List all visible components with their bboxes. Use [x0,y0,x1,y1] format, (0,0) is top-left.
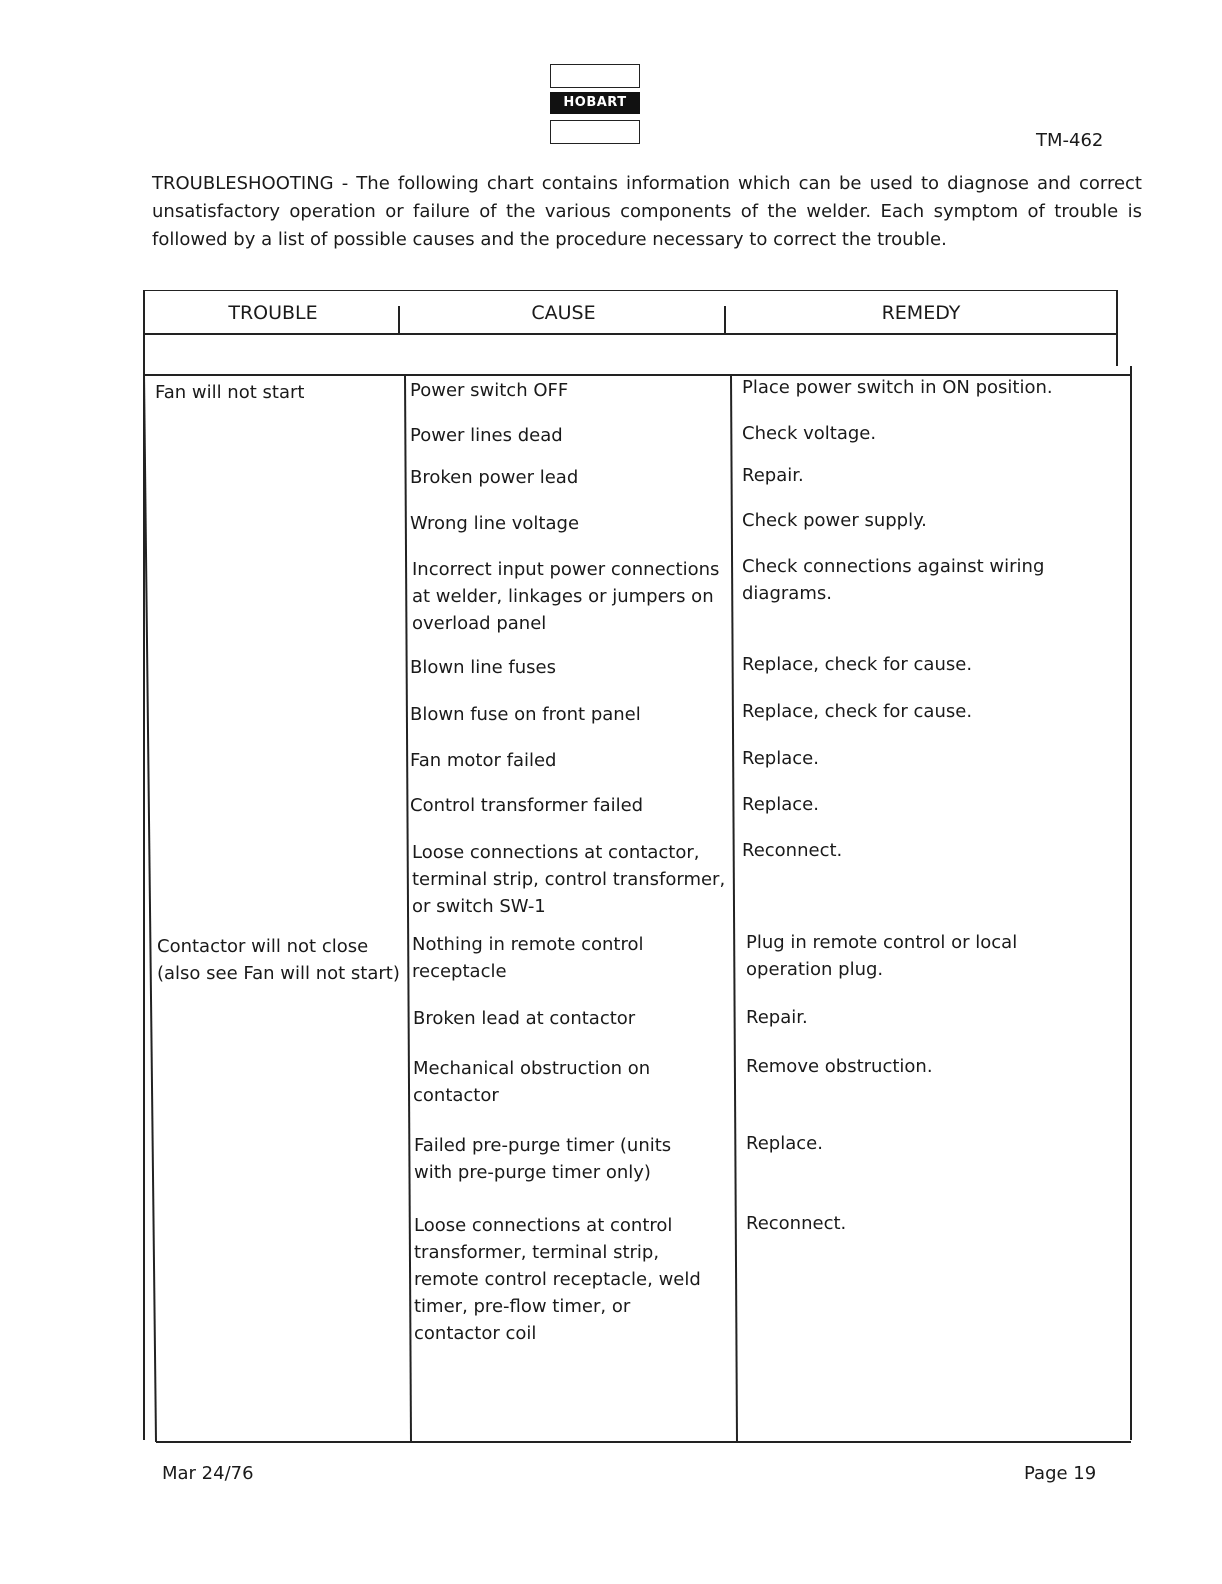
cause-cell: Failed pre-purge timer (units with pre-purge timer only) [414,1135,672,1183]
cause-cell: Nothing in remote control receptacle [412,934,644,982]
cause-cell: Incorrect input power connections at welder, linkages or jumpers on overload panel [412,559,720,634]
footer-date: Mar 24/76 [162,1463,254,1484]
left-border-lower [144,375,156,1442]
logo-bottom-box [550,120,640,144]
cause-cell: Power lines dead [410,425,563,446]
remedy-cell: Replace. [742,794,819,815]
cause-cell: Loose connections at contactor, terminal strip, control transformer, or switch SW-1 [412,842,726,917]
remedy-cell: Check power supply. [742,510,927,531]
remedy-cell: Remove obstruction. [746,1056,933,1077]
trouble-cell: Fan will not start [155,382,305,403]
intro-heading: TROUBLESHOOTING [152,173,334,194]
remedy-cell: Replace, check for cause. [742,654,973,675]
cause-cell: Blown line fuses [410,657,556,678]
header-trouble: TROUBLE [228,302,318,324]
remedy-cell: Plug in remote control or local operation plug. [746,932,1018,980]
intro-text: - The following chart contains information which can be used to diagnose and correct unsatisfactory operation or failure of the various components of the welder. Each symptom of trouble is followed by a list of possible causes and the procedure necessary to correct the trouble. [152,173,1142,250]
remedy-cell: Check connections against wiring diagrams. [742,556,1045,604]
cause-cell: Loose connections at control transformer, terminal strip, remote control receptacle, weld timer, pre-flow timer, or contactor coil [414,1215,701,1344]
remedy-cell: Replace. [746,1133,823,1154]
cause-cell: Blown fuse on front panel [410,704,641,725]
remedy-cell: Replace, check for cause. [742,701,973,722]
hobart-logo [550,64,640,144]
remedy-cell: Check voltage. [742,423,877,444]
header-remedy: REMEDY [881,302,961,324]
logo-brand: HOBART [550,92,640,114]
cause-cell: Mechanical obstruction on contactor [413,1058,651,1106]
cause-cell: Fan motor failed [410,750,557,771]
remedy-cell: Repair. [746,1007,808,1028]
document-number: TM-462 [1036,130,1104,151]
header-cause: CAUSE [531,302,596,324]
column-divider-2 [731,375,737,1442]
cause-cell: Power switch OFF [410,380,569,401]
cause-cell: Control transformer failed [410,795,644,816]
remedy-cell: Place power switch in ON position. [742,377,1053,398]
footer-page-number: Page 19 [1024,1463,1097,1484]
remedy-cell: Replace. [742,748,819,769]
cause-cell: Broken power lead [410,467,579,488]
remedy-cell: Reconnect. [746,1213,847,1234]
intro-paragraph [152,170,1142,254]
logo-top-box [550,64,640,88]
remedy-cell: Reconnect. [742,840,843,861]
trouble-cell: Contactor will not close (also see Fan will not start) [157,936,400,984]
cause-cell: Broken lead at contactor [413,1008,636,1029]
remedy-cell: Repair. [742,465,804,486]
cause-cell: Wrong line voltage [410,513,580,534]
